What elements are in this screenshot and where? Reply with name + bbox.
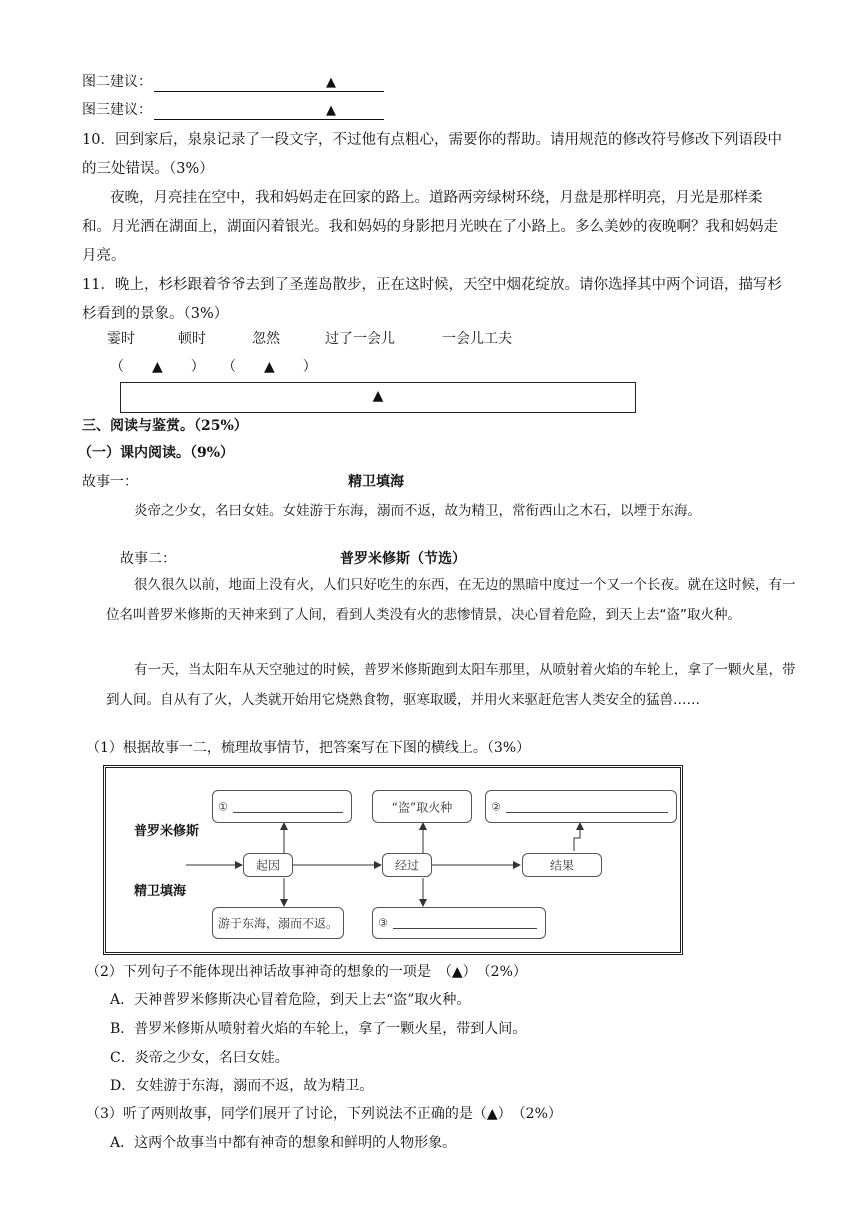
row-label-prometheus: 普罗米修斯 (134, 824, 200, 839)
drowned-text: 游于东海，溺而不返。 (217, 916, 338, 931)
fig2-label: 图二建议： (82, 74, 152, 90)
result-text: 结果 (549, 858, 574, 873)
q2-option-c[interactable]: C．炎帝之少女，名曰女娃。 (110, 1050, 289, 1066)
fig2-suggestion (82, 72, 384, 92)
q10-prompt: 10．回到家后，泉泉记录了一段文字，不过他有点粗心，需要你的帮助。请用规范的修改符号修改下列语段中的三处错误。（3%） (82, 132, 782, 177)
word-choice-2[interactable]: （ ▲ ） (222, 359, 317, 375)
fig3-suggestion (82, 100, 384, 120)
word-option: 过了一会儿 (325, 331, 395, 347)
word-choice-1[interactable]: （ ▲ ） (110, 359, 205, 375)
section3-subheading: （一）课内阅读。（9%） (78, 445, 235, 461)
q3-option-a[interactable]: A．这两个故事当中都有神奇的想象和鲜明的人物形象。 (110, 1135, 457, 1151)
fig3-label: 图三建议： (82, 102, 152, 118)
blank-mark: ▲ (326, 75, 336, 90)
blank-number: ② (491, 800, 501, 813)
q2-prompt: （2）下列句子不能体现出神话故事神奇的想象的一项是 （▲） （2%） (86, 964, 527, 980)
q2-option-a[interactable]: A．天神普罗米修斯决心冒着危险，到天上去“盗”取火种。 (110, 992, 471, 1008)
fig3-answer-line[interactable] (154, 104, 384, 120)
cause-text: 起因 (255, 858, 280, 873)
story2-paragraph-1: 很久很久以前，地面上没有火，人们只好吃生的东西，在无边的黑暗中度过一个又一个长夜。就在这时候，有一位名叫普罗米修斯的天神来到了人间，看到人类没有火的悲惨情景，决心冒着危险，到天上去“盗”取火种。 (106, 577, 796, 623)
story2-label: 故事二： (120, 551, 176, 567)
word-option: 一会儿工夫 (442, 331, 512, 347)
story2-paragraph-2: 有一天，当太阳车从天空驰过的时候，普罗米修斯跑到太阳车那里，从喷射着火焰的车轮上，拿了一颗火星，带到人间。自从有了火，人类就开始用它烧熟食物，驱寒取暖，并用火来驱赶危害人类安全的猛兽…… (106, 662, 796, 708)
steal-fire-box (372, 790, 472, 823)
process-box (382, 853, 432, 877)
q2-option-b[interactable]: B．普罗米修斯从喷射着火焰的车轮上，拿了一颗火星，带到人间。 (110, 1021, 527, 1037)
q11-prompt: 11．晚上，杉杉跟着爷爷去到了圣莲岛散步，正在这时候，天空中烟花绽放。请你选择其中两个词语，描写杉杉看到的景象。（3%） (82, 277, 782, 322)
word-option: 顿时 (178, 331, 206, 347)
cause-box (243, 853, 293, 877)
blank-number: ③ (378, 916, 388, 930)
word-option: 忽然 (252, 331, 280, 347)
q10-passage: 夜晚，月亮挂在空中，我和妈妈走在回家的路上。道路两旁绿树环绕，月盘是那样明亮，月光是那样柔和。月光洒在湖面上，湖面闪着银光。我和妈妈的身影把月光映在了小路上。多么美妙的夜晚啊？我和妈妈走月亮。 (82, 190, 778, 264)
fig2-answer-line[interactable] (154, 76, 384, 92)
blank-number: ① (218, 800, 228, 813)
blank-box-2[interactable] (485, 790, 677, 823)
q1-prompt: （1）根据故事一二，梳理故事情节，把答案写在下图的横线上。（3%） (86, 740, 531, 756)
q11-answer-box[interactable] (120, 382, 636, 413)
blank-box-3[interactable] (372, 907, 546, 939)
word-option: 霎时 (107, 331, 135, 347)
q3-prompt: （3）听了两则故事，同学们展开了讨论，下列说法不正确的是（▲） （2%） (86, 1106, 562, 1122)
q2-option-d[interactable]: D．女娃游于东海，溺而不返，故为精卫。 (110, 1078, 374, 1094)
steal-fire-text: “盗”取火种 (391, 800, 453, 814)
blank-box-1[interactable] (212, 790, 352, 823)
process-text: 经过 (394, 858, 419, 873)
row-label-jingwei: 精卫填海 (134, 884, 187, 899)
answer-mark: ▲ (372, 388, 384, 404)
drowned-box (212, 907, 344, 939)
result-box (522, 853, 602, 877)
story2-title: 普罗米修斯（节选） (340, 551, 466, 567)
blank-mark: ▲ (326, 103, 336, 118)
section3-heading: 三、阅读与鉴赏。（25%） (82, 418, 248, 434)
plot-diagram (103, 765, 683, 955)
story1-text: 炎帝之少女，名曰女娃。女娃游于东海，溺而不返，故为精卫，常衔西山之木石，以堙于东海。 (134, 503, 701, 519)
story1-label: 故事一： (82, 474, 138, 490)
story1-title: 精卫填海 (348, 474, 404, 490)
